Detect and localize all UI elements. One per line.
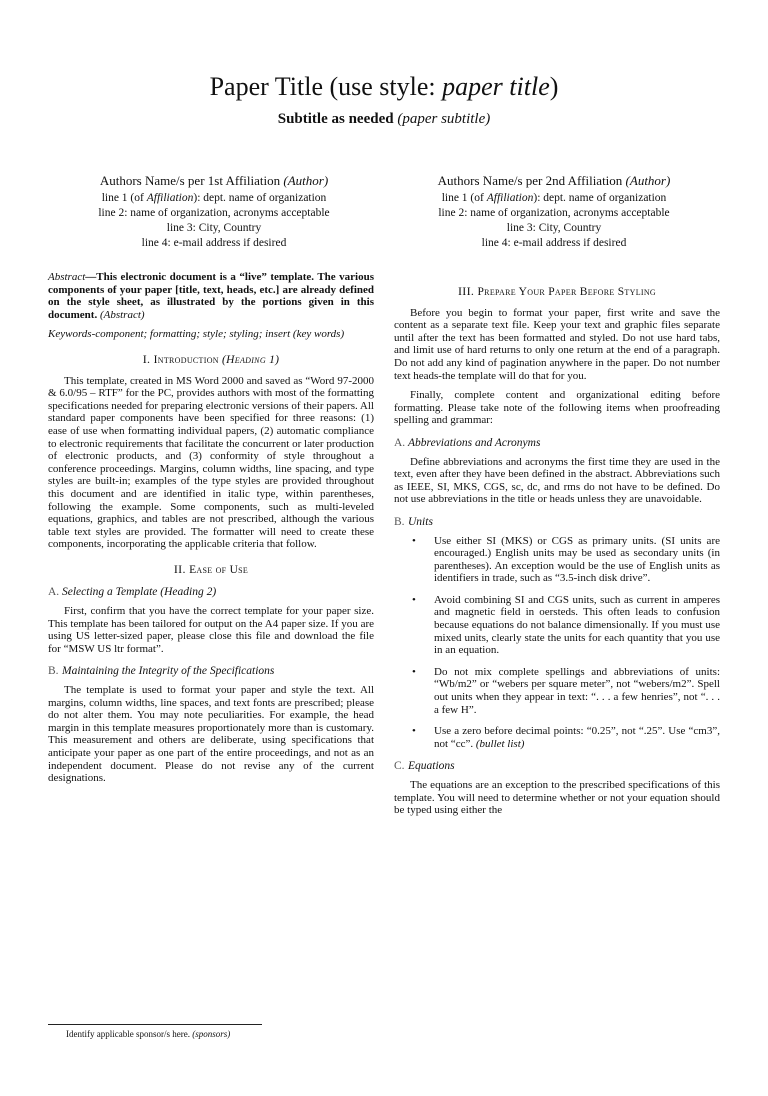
paper-title: Paper Title (use style: paper title) xyxy=(209,72,559,101)
affiliation-line-4: line 4: e-mail address if desired xyxy=(481,237,627,249)
subsection-heading-abbreviations: A. Abbreviations and Acronyms xyxy=(394,436,541,449)
bullet-icon: • xyxy=(412,725,416,738)
subsection-heading-units: B. Units xyxy=(394,515,433,528)
subsection-heading-selecting-template: A. Selecting a Template (Heading 2) xyxy=(48,586,217,599)
list-item: • Avoid combining SI and CGS units, such as current in amperes and magnetic field in oersteds. This often leads to confusion because equations do not balance dimensionally. If you must use mixed units, clearly state the units for each quantity that you use in an equation. xyxy=(412,593,720,657)
body-columns xyxy=(48,271,720,824)
affiliation-line-2: line 2: name of organization, acronyms acceptable xyxy=(98,207,330,219)
bullet-icon: • xyxy=(412,665,416,678)
bullet-icon: • xyxy=(412,534,416,547)
list-item: • Do not mix complete spellings and abbreviations of units: “Wb/m2” or “webers per square meter”, not “webers/m2”. Spell out units when they appear in text: “. . . a few henries”, not “. . . a few H”. xyxy=(412,665,720,716)
author-name: Authors Name/s per 2nd Affiliation (Author) xyxy=(437,173,671,188)
left-column xyxy=(48,271,374,824)
abstract: Abstract—This electronic document is a “live” template. The various components of your paper [title, text, heads, etc.] are already defined on the style sheet, as illustrated by the portions given in this document. (Abstract) xyxy=(48,271,374,321)
author-name: Authors Name/s per 1st Affiliation (Author) xyxy=(99,173,329,188)
paper-page xyxy=(0,72,768,1096)
right-column xyxy=(394,271,720,824)
paper-subtitle-style: (paper subtitle) xyxy=(397,111,491,127)
list-item: • Use a zero before decimal points: “0.25”, not “.25”. Use “cm3”, not “cc”. (bullet list) xyxy=(412,725,720,750)
affiliation-line-1: line 1 (of Affiliation): dept. name of organization xyxy=(101,192,327,204)
equations-paragraph: The equations are an exception to the prescribed specifications of this template. You will need to determine whether or not your equation should be typed using either the xyxy=(394,779,720,817)
author-block xyxy=(48,172,720,251)
list-item: • Use either SI (MKS) or CGS as primary units. (SI units are encouraged.) English units may be used as secondary units (in parentheses). An exception would be the use of English units as identifiers in trade, such as “3.5-inch disk drive”. xyxy=(412,534,720,585)
footnote-divider xyxy=(48,1024,262,1025)
prepare-paragraph-1: Before you begin to format your paper, first write and save the content as a separate text file. Keep your text and graphic files separate until after the text has been formatted and styled. Do not use hard tabs, and limit use of hard returns to only one return at the end of a paragraph. Do not add any kind of pagination anywhere in the paper. Do not number text heads-the template will do that for you. xyxy=(394,306,720,382)
affiliation-line-2: line 2: name of organization, acronyms acceptable xyxy=(438,207,670,219)
affiliation-line-1: line 1 (of Affiliation): dept. name of organization xyxy=(441,192,667,204)
subsection-heading-integrity: B. Maintaining the Integrity of the Specifications xyxy=(48,665,275,678)
author-affiliation-1 xyxy=(48,172,380,251)
abbreviations-paragraph: Define abbreviations and acronyms the first time they are used in the text, even after they have been defined in the abstract. Abbreviations such as IEEE, SI, MKS, CGS, sc, dc, and rms do not have to be defined. Do not use abbreviations in the title or heads unless they are unavoidable. xyxy=(394,455,720,506)
paper-subtitle: Subtitle as needed (paper subtitle) xyxy=(277,111,491,127)
affiliation-line-3: line 3: City, Country xyxy=(506,222,602,234)
intro-paragraph: This template, created in MS Word 2000 and saved as “Word 97-2000 & 6.0/95 – RTF” for the PC, provides authors with most of the formatting specifications needed for preparing electronic versions of their papers. All standard paper components have been specified for three reasons: (1) ease of use when formatting individual papers, (2) automatic compliance to electronic requirements that facilitate the concurrent or later production of electronic products, and (3) conformity of style throughout a conference proceedings. Margins, column widths, line spacing, and type styles are built-in; examples of the type styles are provided throughout this document and are identified in italic type, within parentheses, following the example. Some components, such as multi-leveled equations, graphics, and tables are not prescribed, although the various table text styles are provided. The formatter will need to create these components, incorporating the applicable criteria that follow. xyxy=(48,374,374,551)
author-affiliation-2 xyxy=(388,172,720,251)
bullet-icon: • xyxy=(412,593,416,606)
units-bullet-list xyxy=(394,535,720,751)
sponsor-footnote: Identify applicable sponsor/s here. (sponsors) xyxy=(66,1029,231,1039)
keywords: Keywords-component; formatting; style; styling; insert (key words) xyxy=(48,328,345,341)
section-heading-introduction: I. Introduction (Heading 1) xyxy=(142,351,280,366)
prepare-paragraph-2: Finally, complete content and organizational editing before formatting. Please take note of the following items when proofreading spelling and grammar: xyxy=(394,389,720,427)
section-heading-prepare: III. Prepare Your Paper Before Styling xyxy=(457,284,657,298)
section-heading-ease-of-use: II. Ease of Use xyxy=(173,561,249,576)
affiliation-line-3: line 3: City, Country xyxy=(166,222,262,234)
paper-title-style: paper title xyxy=(442,72,550,101)
affiliation-line-4: line 4: e-mail address if desired xyxy=(141,237,287,249)
integrity-paragraph: The template is used to format your paper and style the text. All margins, column widths, line spaces, and text fonts are prescribed; please do not alter them. You may note peculiarities. For example, the head margin in this template measures proportionately more than is customary. This measurement and others are deliberate, using specifications that anticipate your paper as one part of the entire proceedings, and not as an independent document. Please do not revise any of the current designations. xyxy=(48,684,374,785)
subsection-heading-equations: C. Equations xyxy=(394,760,455,773)
selecting-template-paragraph: First, confirm that you have the correct template for your paper size. This template has been tailored for output on the A4 paper size. If you are using US letter-sized paper, please close this file and download the file for “MSW US ltr format”. xyxy=(48,605,374,655)
